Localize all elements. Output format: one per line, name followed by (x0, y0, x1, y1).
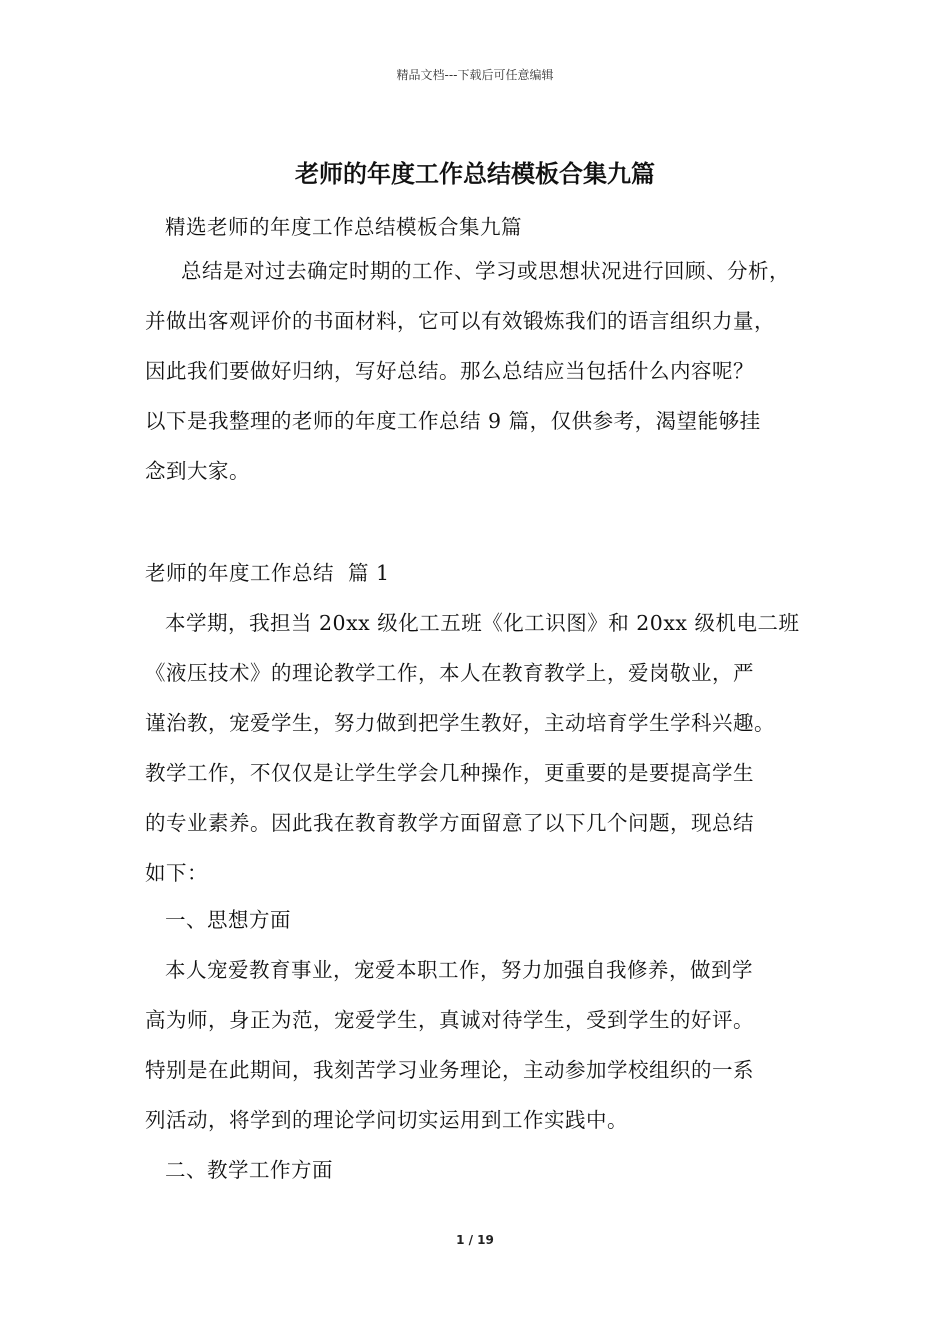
page-header: 精品文档---下载后可任意编辑 (396, 68, 554, 82)
page-number: 1 / 19 (456, 1233, 494, 1247)
paragraph-line: 因此我们要做好归纳，写好总结。那么总结应当包括什么内容呢？ (145, 359, 754, 383)
paragraph-line: 念到大家。 (145, 459, 250, 483)
paragraph-line: 如下： (145, 861, 208, 885)
paragraph-line: 本学期，我担当 20xx 级化工五班《化工识图》和 20xx 级机电二班 (165, 611, 800, 635)
subtitle-line: 精选老师的年度工作总结模板合集九篇 (165, 215, 522, 239)
document-title: 老师的年度工作总结模板合集九篇 (295, 160, 655, 188)
paragraph-line: 总结是对过去确定时期的工作、学习或思想状况进行回顾、分析， (181, 259, 790, 283)
paragraph-line: 的专业素养。因此我在教育教学方面留意了以下几个问题，现总结 (145, 811, 754, 835)
intro-paragraph (145, 246, 825, 496)
section-heading-text: 老师的年度工作总结 篇 1 (145, 561, 390, 585)
paragraph-line: 谨治教，宠爱学生，努力做到把学生教好，主动培育学生学科兴趣。 (145, 711, 775, 735)
body-paragraph-2 (145, 945, 825, 1145)
paragraph-line: 本人宠爱教育事业，宠爱本职工作，努力加强自我修养，做到学 (165, 958, 753, 982)
paragraph-line: 特别是在此期间，我刻苦学习业务理论，主动参加学校组织的一系 (145, 1058, 754, 1082)
paragraph-line: 并做出客观评价的书面材料，它可以有效锻炼我们的语言组织力量， (145, 309, 775, 333)
document-subtitle (145, 202, 825, 252)
body-paragraph-1 (145, 598, 825, 898)
paragraph-line: 高为师，身正为范，宠爱学生，真诚对待学生，受到学生的好评。 (145, 1008, 754, 1032)
subheading-text: 二、教学工作方面 (165, 1158, 333, 1182)
subheading-2 (145, 1145, 825, 1195)
paragraph-line: 列活动，将学到的理论学问切实运用到工作实践中。 (145, 1108, 628, 1132)
paragraph-line: 以下是我整理的老师的年度工作总结 9 篇，仅供参考，渴望能够挂 (145, 409, 761, 433)
paragraph-line: 教学工作，不仅仅是让学生学会几种操作，更重要的是要提高学生 (145, 761, 754, 785)
paragraph-line: 《液压技术》的理论教学工作，本人在教育教学上，爱岗敬业，严 (145, 661, 754, 685)
section-heading (145, 548, 825, 598)
subheading-1 (145, 895, 825, 945)
subheading-text: 一、思想方面 (165, 908, 291, 932)
